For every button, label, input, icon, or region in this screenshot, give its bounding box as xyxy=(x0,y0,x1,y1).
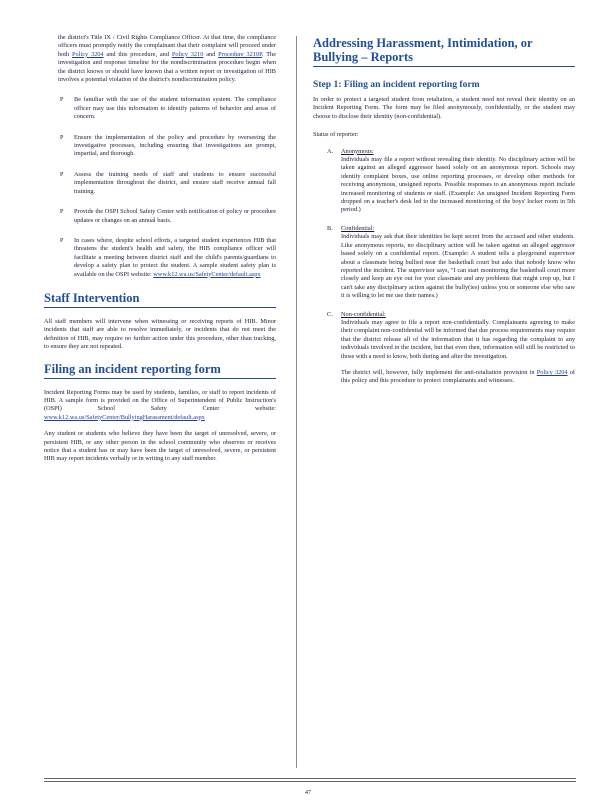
staff-intervention-heading: Staff Intervention xyxy=(44,291,276,308)
step-1-text: In order to protect a targeted student from retaliation, a student need not reveal their identity on an Incident Reporting Form. The form may be filed anonymously, confidentially, or the student may choose to disclose their identity (non-confidential). xyxy=(313,96,575,120)
status-item-anonymous: A. Anonymous: Individuals may file a report without revealing their identity. No disciplinary action will be taken against an alleged aggressor based solely on an anonymous report. Schools may identify complaint boxes, use online reporting processes, or develop other methods for receiving anonymous, unsigned reports. Possible responses to an anonymous report include increased monitoring of students or staff. (Example: An unsigned Incident Reporting Form dropped on a teacher's desk led to the increased monitoring of the boys' locker room in 5th period.) xyxy=(327,147,575,214)
bullet-marker: P xyxy=(60,209,64,216)
status-item-confidential: B. Confidential: Individuals may ask that their identities be kept secret from the accused and other students. Like anonymous reports, no disciplinary action will be taken against an alleged aggressor based solely on a confidential report. (Example: A student tells a playground supervisor about a classmate being bullied near the basketball court but asks that nobody know who reported the incident. The supervisor says, "I can start monitoring the basketball court more closely and keep an eye out for your classmate and any problems that might crop up, but I can't take any disciplinary action against the bully(ies) unless you or someone else who saw it is willing to let me use their names.) xyxy=(327,224,575,300)
bullet-item: P In cases where, despite school efforts, a targeted student experiences HIB that threatens the student's health and safety, the HIB compliance officer will facilitate a meeting between district staff and the child's parents/guardians to develop a safety plan to protect the student. A sample student safety plan is available on the OSPI website: www.k12.wa.us/SafetyCenter/default.aspx xyxy=(60,236,276,278)
safety-center-link[interactable]: www.k12.wa.us/SafetyCenter/default.aspx xyxy=(153,270,261,278)
right-column xyxy=(313,0,575,386)
item-title: Confidential: xyxy=(341,224,375,232)
status-item-non-confidential: C. Non-confidential: Individuals may agree to file a report non-confidentially. Complainants agreeing to make their complaint non-confidential will be informed that due process requirements may require that the district release all of the information that it has regarding the complaint to any individuals involved in the incident, but that even then, information will still be restricted to those with a need to know, both during and after the investigation. xyxy=(327,310,575,360)
report-text: Any student or students who believe they have been the target of unresolved, severe, or persistent HIB, or any other person in the school community who observes or receives notice that a student has or may have been the target of unresolved, severe, or persistent HIB may report incidents verbally or in writing to any staff member. xyxy=(44,430,276,463)
bullet-marker: P xyxy=(60,171,64,178)
left-column xyxy=(44,0,276,464)
column-divider xyxy=(296,36,297,768)
bullet-marker: P xyxy=(60,97,64,104)
bullet-marker: P xyxy=(60,134,64,141)
page-number: 47 xyxy=(305,790,311,796)
item-marker: A. xyxy=(327,147,334,155)
procedure-3210p-link[interactable]: Procedure 3210P xyxy=(218,50,262,58)
filing-form-heading: Filing an incident reporting form xyxy=(44,362,276,379)
reports-heading: Addressing Harassment, Intimidation, or Bullying – Reports xyxy=(313,36,575,67)
compliance-paragraph: the district's Title IX / Civil Rights Compliance Officer. At that time, the compliance officers must promptly notify the complainant that their complaint will proceed under both Policy 3204 and this procedure, and Policy 3210 and Procedure 3210P. The investigation and response timeline for the nondiscrimination procedure begin when the district knows or should have known that a written report or investigation of HIB involves a potential violation of the district's nondiscrimination policy. xyxy=(58,34,276,84)
footer-rule xyxy=(44,781,576,782)
anti-retaliation-text: The district will, however, fully implement the anti-retaliation provision in Policy 3204 of this policy and this procedure to protect complainants and witnesses. xyxy=(341,368,576,385)
policy-3210-link[interactable]: Policy 3210 xyxy=(171,50,204,58)
bullet-marker: P xyxy=(60,237,64,244)
policy-3204-link[interactable]: Policy 3204 xyxy=(536,368,568,376)
item-title: Anonymous: xyxy=(341,147,374,155)
item-marker: B. xyxy=(327,224,333,232)
step-1-heading: Step 1: Filing an incident reporting form xyxy=(313,79,480,90)
bullying-harassment-link[interactable]: www.k12.wa.us/SafetyCenter/BullyingHarassment/default.aspx xyxy=(44,413,205,421)
bullet-item: P Be familiar with the use of the student information system. The compliance officer may use this information to identify patterns of behavior and areas of concern. xyxy=(60,96,276,121)
item-title: Non-confidential: xyxy=(341,310,386,318)
bullet-item: P Ensure the implementation of the policy and procedure by overseeing the investigative processes, including ensuring that investigations are prompt, impartial, and thorough. xyxy=(60,133,276,158)
staff-intervention-text: All staff members will intervene when witnessing or receiving reports of HIB. Minor incidents that staff are able to resolve immediately, or incidents that do not meet the definition of HIB, may require no further action under this procedure, other than tracking, to ensure they are not repeated. xyxy=(44,317,276,351)
bullet-item: P Provide the OSPI School Safety Center with notification of policy or procedure updates or changes on an annual basis. xyxy=(60,208,276,224)
status-label: Status of reporter: xyxy=(313,131,359,139)
bullet-item: P Assess the training needs of staff and students to ensure successful implementation throughout the district, and ensure staff receive annual fall training. xyxy=(60,170,276,195)
item-marker: C. xyxy=(327,310,333,318)
policy-3204-link[interactable]: Policy 3204 xyxy=(72,50,104,58)
filing-form-text: Incident Reporting Forms may be used by students, families, or staff to report incidents of HIB. A sample form is provided on the Office of Superintendent of Public Instruction's (OSPI) School Safety Center website: www.k12.wa.us/SafetyCenter/BullyingHarassment/default.aspx xyxy=(44,388,276,421)
footer-rule xyxy=(44,778,576,779)
